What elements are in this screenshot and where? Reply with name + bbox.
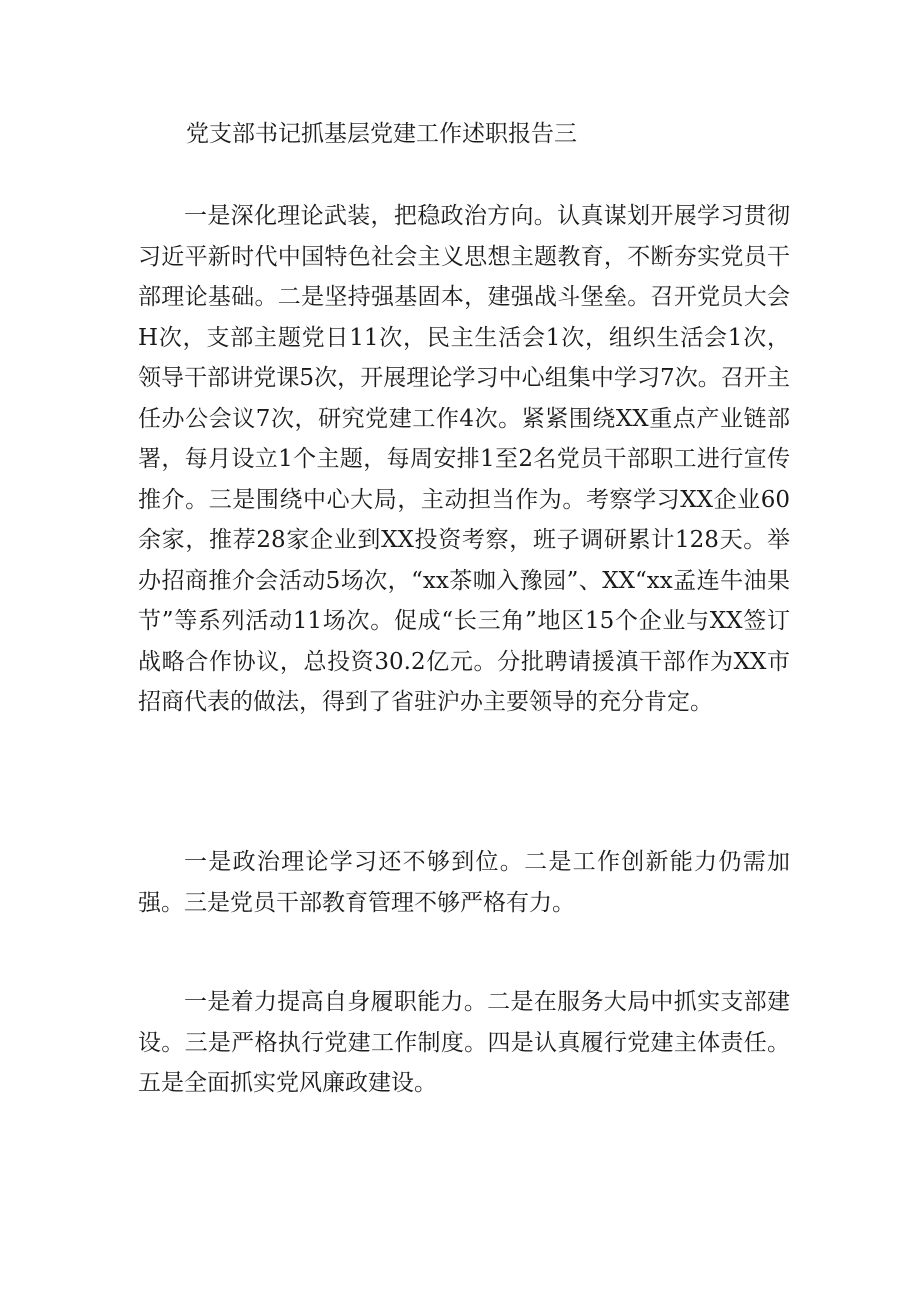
document-title: 党支部书记抓基层党建工作述职报告三 [186,121,577,147]
paragraph-problems: 一是政治理论学习还不够到位。二是工作创新能力仍需加强。三是党员干部教育管理不够严格有力。 [138,849,790,916]
paragraph-measures: 一是着力提高自身履职能力。二是在服务大局中抓实支部建设。三是严格执行党建工作制度。四是认真履行党建主体责任。五是全面抓实党风廉政建设。 [138,989,790,1096]
paragraph-achievements: 一是深化理论武装，把稳政治方向。认真谋划开展学习贯彻习近平新时代中国特色社会主义思想主题教育，不断夯实党员干部理论基础。二是坚持强基固本，建强战斗堡垒。召开党员大会H次，支部主题党日11次，民主生活会1次，组织生活会1次，领导干部讲党课5次，开展理论学习中心组集中学习7次。召开主任办公会议7次，研究党建工作4次。紧紧围绕XX重点产业链部署，每月设立1个主题，每周安排1至2名党员干部职工进行宣传推介。三是围绕中心大局，主动担当作为。考察学习XX企业60余家，推荐28家企业到XX投资考察，班子调研累计128天。举办招商推介会活动5场次，“xx茶咖入豫园”、XX“xx孟连牛油果节”等系列活动11场次。促成“长三角”地区15个企业与XX签订战略合作协议，总投资30.2亿元。分批聘请援滇干部作为XX市招商代表的做法，得到了省驻沪办主要领导的充分肯定。 [138,203,790,715]
